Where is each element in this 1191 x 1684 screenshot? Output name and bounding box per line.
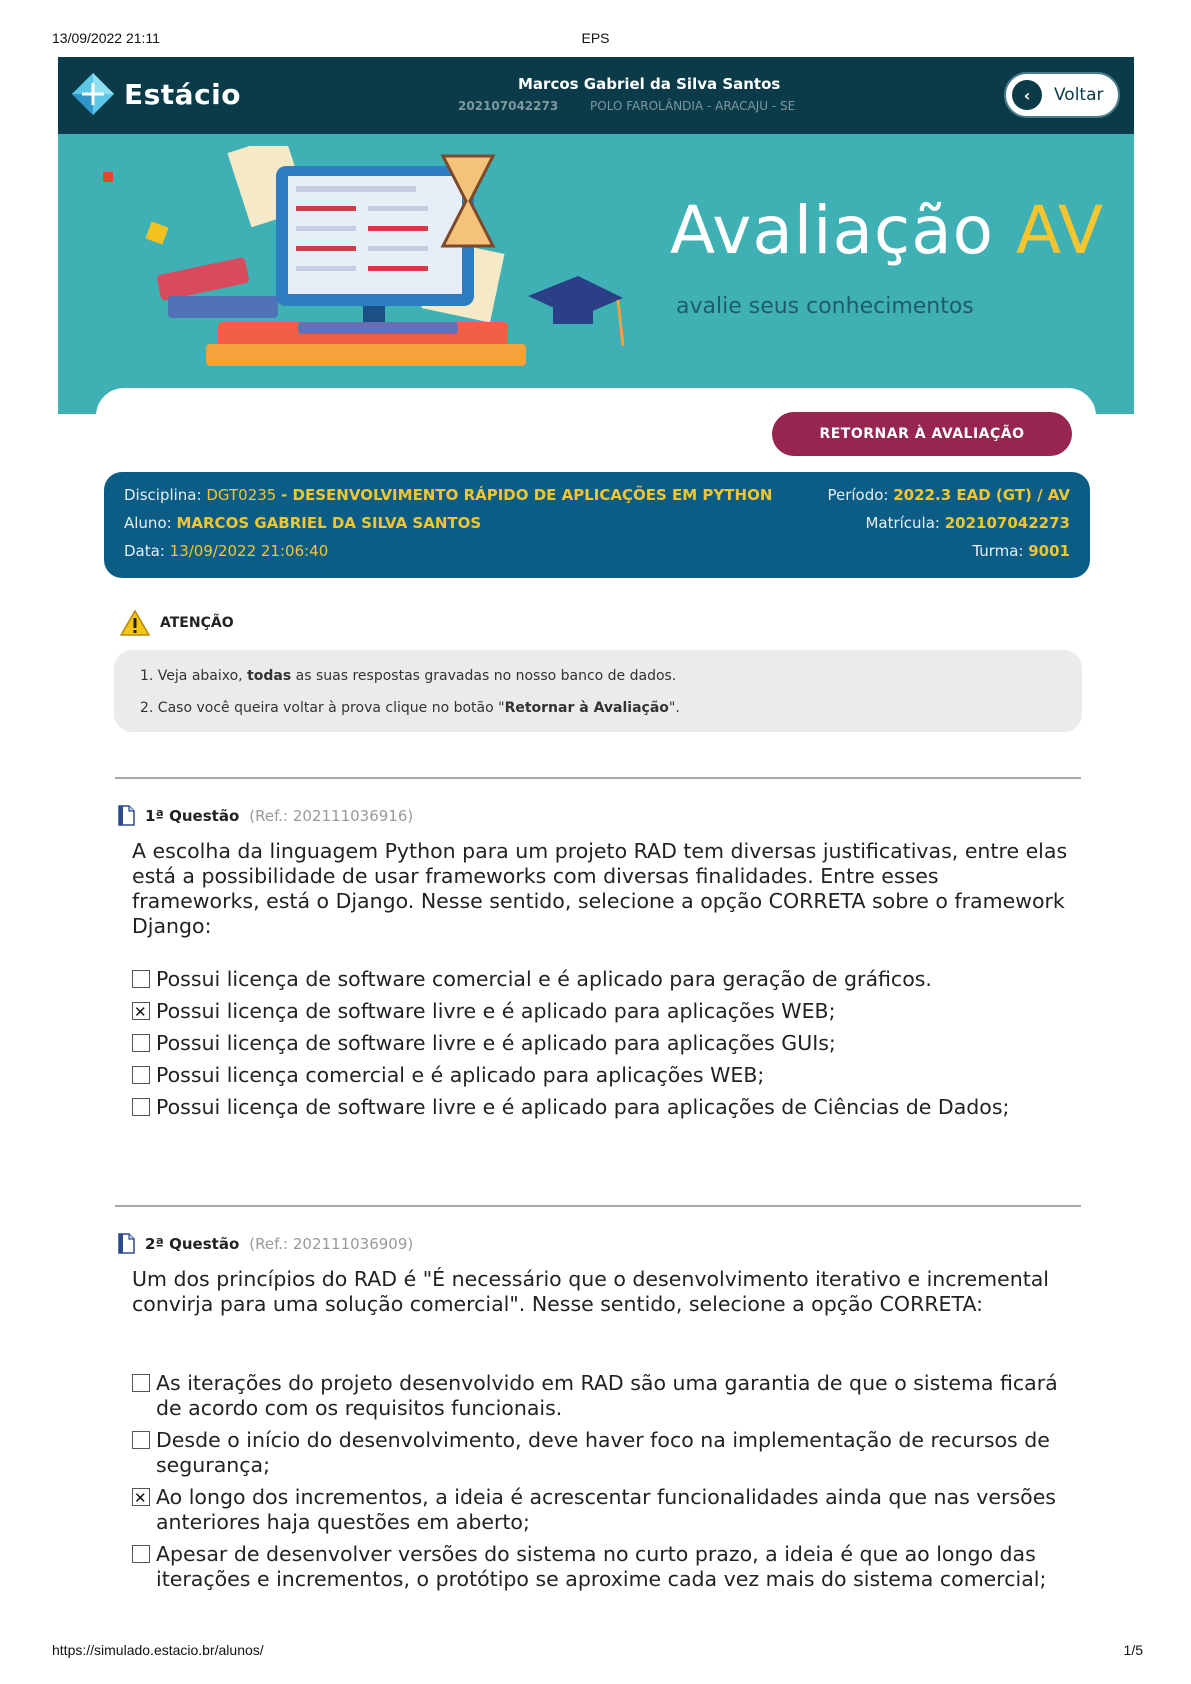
q2-option-4[interactable]: Apesar de desenvolver versões do sistema no curto prazo, a ideia é que ao longo das iterações e incrementos, o protótipo se aproxime cada vez mais do sistema comercial; (132, 1542, 1072, 1592)
q1-option-3[interactable]: Possui licença de software livre e é aplicado para aplicações GUIs; (132, 1031, 1072, 1056)
student-name: Marcos Gabriel da Silva Santos (518, 75, 781, 93)
periodo-label: Período: (827, 486, 889, 504)
banner-title (670, 192, 1104, 269)
attention-box (114, 650, 1082, 732)
attention-header (120, 609, 234, 637)
banner-title-accent: AV (1016, 192, 1105, 269)
divider (115, 1205, 1081, 1207)
print-url: https://simulado.estacio.br/alunos/ (52, 1642, 264, 1658)
checkbox[interactable] (132, 1034, 150, 1052)
aluno-value: MARCOS GABRIEL DA SILVA SANTOS (176, 514, 482, 532)
checkbox[interactable] (132, 1098, 150, 1116)
disciplina-label: Disciplina: (124, 486, 202, 504)
q2-option-3[interactable]: ✕ Ao longo dos incrementos, a ideia é acrescentar funcionalidades ainda que nas versões anteriores haja questões em aberto; (132, 1485, 1072, 1535)
data-value: 13/09/2022 21:06:40 (169, 542, 329, 560)
checkbox[interactable] (132, 970, 150, 988)
disciplina-name: - DESENVOLVIMENTO RÁPIDO DE APLICAÇÕES EM PYTHON (281, 486, 773, 504)
divider (115, 777, 1081, 779)
attention-item-1: 1. Veja abaixo, todas as suas respostas gravadas no nosso banco de dados. (140, 668, 677, 684)
checkbox[interactable] (132, 1545, 150, 1563)
document-icon (118, 1233, 135, 1254)
print-title: EPS (581, 30, 610, 46)
checkbox[interactable] (132, 1066, 150, 1084)
matricula-label: Matrícula: (865, 514, 940, 532)
logo-text: Estácio (124, 77, 242, 111)
attention-item-2: 2. Caso você queira voltar à prova clique no botão "Retornar à Avaliação". (140, 700, 680, 716)
checkbox[interactable] (132, 1374, 150, 1392)
q1-option-4[interactable]: Possui licença comercial e é aplicado para aplicações WEB; (132, 1063, 1072, 1088)
top-bar (58, 57, 1134, 134)
back-button-label: Voltar (1054, 85, 1104, 105)
data-label: Data: (124, 542, 165, 560)
turma-value: 9001 (1028, 542, 1070, 560)
estacio-logo[interactable] (70, 71, 241, 117)
print-page-number: 1/5 (1123, 1642, 1143, 1658)
aluno-label: Aluno: (124, 514, 172, 532)
q1-option-1[interactable]: Possui licença de software comercial e é aplicado para geração de gráficos. (132, 967, 1072, 992)
q2-option-2[interactable]: Desde o início do desenvolvimento, deve haver foco na implementação de recursos de segurança; (132, 1428, 1072, 1478)
banner-subtitle: avalie seus conhecimentos (676, 294, 974, 319)
q1-option-2[interactable]: ✕ Possui licença de software livre e é aplicado para aplicações WEB; (132, 999, 1072, 1024)
question-1-text: A escolha da linguagem Python para um projeto RAD tem diversas justificativas, entre elas está a possibilidade de usar frameworks com diversas finalidades. Entre esses frameworks, está o Django. Nesse sentido, selecione a opção CORRETA sobre o framework Django: (132, 839, 1068, 938)
question-2-text: Um dos princípios do RAD é "É necessário que o desenvolvimento iterativo e incremental convirja para uma solução comercial". Nesse sentido, selecione a opção CORRETA: (132, 1267, 1049, 1316)
print-header (0, 30, 1191, 50)
checkbox-checked[interactable] (132, 1002, 150, 1020)
estacio-logo-icon (70, 71, 116, 117)
hero-banner (58, 134, 1134, 414)
matricula-value: 202107042273 (944, 514, 1070, 532)
question-1-header (118, 805, 413, 826)
periodo-value: 2022.3 EAD (GT) / AV (893, 486, 1070, 504)
warning-icon (120, 609, 150, 637)
print-date: 13/09/2022 21:11 (52, 30, 160, 46)
document-icon (118, 805, 135, 826)
question-number: 1ª Questão (145, 806, 240, 825)
question-ref: (Ref.: 202111036909) (249, 1234, 414, 1253)
question-2-header (118, 1233, 413, 1254)
return-to-exam-button[interactable]: RETORNAR À AVALIAÇÃO (772, 412, 1072, 456)
banner-title-main: Avaliação (670, 192, 995, 269)
student-id: 202107042273 (458, 99, 559, 113)
polo: POLO FAROLÂNDIA - ARACAJU - SE (590, 99, 796, 113)
attention-label: ATENÇÃO (160, 615, 234, 631)
q2-option-1[interactable]: As iterações do projeto desenvolvido em RAD são uma garantia de que o sistema ficará de acordo com os requisitos funcionais. (132, 1371, 1072, 1421)
study-illustration (98, 146, 658, 406)
question-number: 2ª Questão (145, 1234, 240, 1253)
exam-info-box (104, 472, 1090, 578)
disciplina-code: DGT0235 (206, 486, 277, 504)
turma-label: Turma: (972, 542, 1024, 560)
student-info (458, 75, 818, 113)
chevron-left-icon: ‹ (1012, 80, 1042, 110)
checkbox-checked[interactable] (132, 1488, 150, 1506)
checkbox[interactable] (132, 1431, 150, 1449)
question-ref: (Ref.: 202111036916) (249, 806, 414, 825)
back-button[interactable] (1004, 72, 1120, 118)
q1-option-5[interactable]: Possui licença de software livre e é aplicado para aplicações de Ciências de Dados; (132, 1095, 1072, 1120)
